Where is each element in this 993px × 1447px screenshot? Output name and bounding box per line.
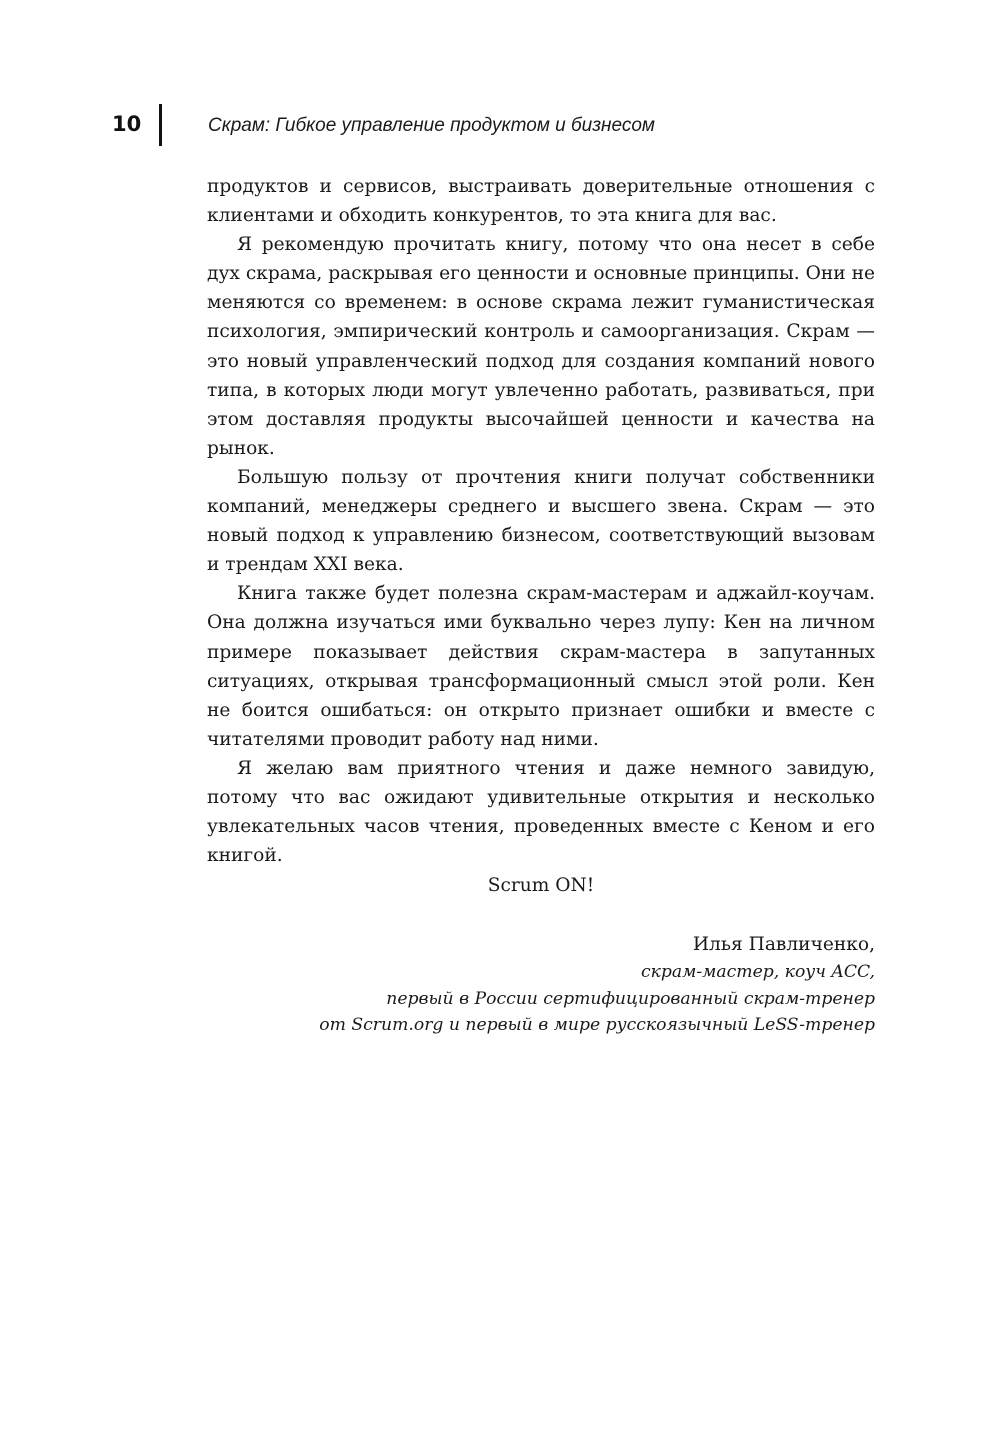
author-name: Илья Павличенко,	[692, 934, 875, 955]
signature-block	[207, 930, 875, 1039]
running-head	[108, 104, 868, 146]
author-role: скрам-мастер, коуч ACC,	[640, 962, 875, 982]
page-number: 10	[112, 112, 142, 136]
paragraph: Книга также будет полезна скрам-мастерам и аджайл-коучам. Она должна изучаться ими буквально через лупу: Кен на личном примере показывает действия скрам-мастера в запутанных ситуациях, открывая трансформационный смысл этой роли. Кен не боится ошибаться: он открыто признает ошибки и вместе с читателями проводит работу над ними.	[207, 583, 875, 750]
book-title: Скрам: Гибкое управление продуктом и бизнесом	[208, 115, 655, 136]
header-divider	[159, 104, 162, 146]
paragraph: Я желаю вам приятного чтения и даже немного завидую, потому что вас ожидают удивительные открытия и несколько увлекательных часов чтения, проведенных вместе с Кеном и его книгой.	[207, 757, 875, 867]
author-credential: от Scrum.org и первый в мире русскоязычный LeSS-тренер	[319, 1015, 875, 1035]
paragraph: Большую пользу от прочтения книги получат собственники компаний, менеджеры среднего и высшего звена. Скрам — это новый подход к управлению бизнесом, соответствующий вызовам и трендам XXI века.	[207, 466, 875, 576]
paragraph: Я рекомендую прочитать книгу, потому что она несет в себе дух скрама, раскрывая его ценности и основные принципы. Они не меняются со временем: в основе скрама лежит гуманистическая психология, эмпирический контроль и самоорганизация. Скрам — это новый управленческий подход для создания компаний нового типа, в которых люди могут увлеченно работать, развиваться, при этом доставляя продукты высочайшей ценности и качества на рынок.	[207, 234, 875, 459]
body-text	[207, 172, 875, 870]
author-credential: первый в России сертифицированный скрам-тренер	[386, 988, 875, 1009]
closing-line: Scrum ON!	[487, 875, 595, 896]
paragraph-continuation: продуктов и сервисов, выстраивать доверительные отношения с клиентами и обходить конкурентов, то эта книга для вас.	[207, 176, 875, 227]
